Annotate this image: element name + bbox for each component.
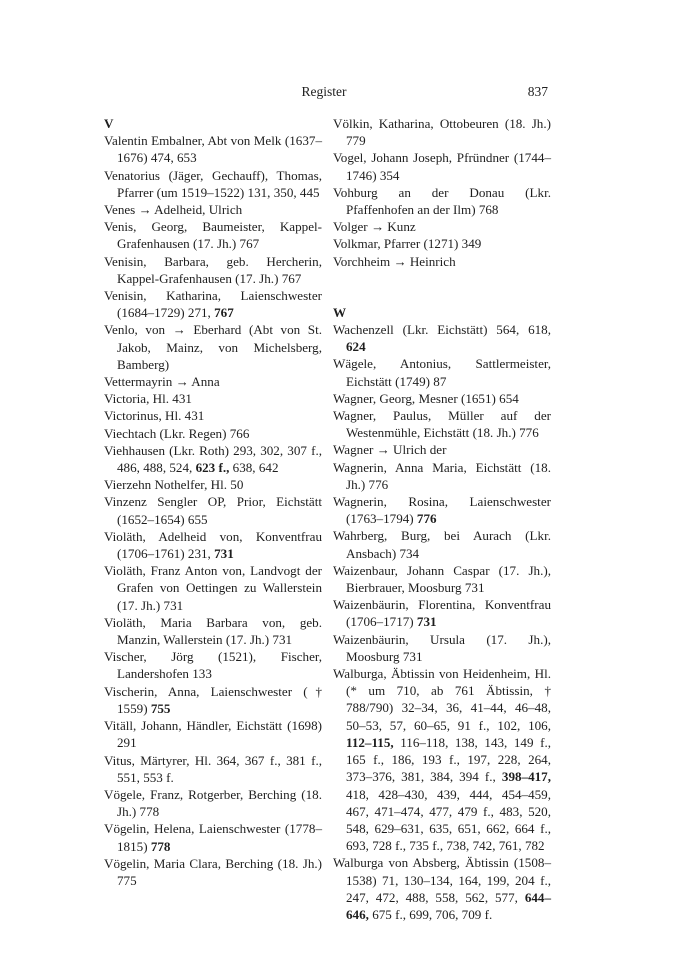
entry-text: Vischerin, Anna, Laienschwester († 1559) — [104, 683, 322, 716]
index-entry — [104, 476, 322, 493]
entry-text: Vorchheim → Heinrich — [333, 253, 456, 269]
entry-text: Vögelin, Helena, Laienschwester (1778–1815) — [104, 821, 322, 854]
section-gap — [333, 270, 551, 304]
section-letter-w: W — [333, 304, 347, 320]
entry-text: Venatorius (Jäger, Gechauff), Thomas, Pfarrer (um 1519–1522) 131, 350, 445 — [104, 167, 322, 200]
bold-page-ref: 623 f., — [195, 460, 230, 476]
entry-text: Waizenbäurin, Florentina, Konventfrau (1706–1717) — [333, 597, 551, 630]
bold-page-ref: 644–646, — [346, 889, 551, 922]
bold-page-ref: 776 — [416, 511, 437, 527]
entry-text: Wagner → Ulrich der — [333, 442, 447, 458]
index-entry — [104, 390, 322, 407]
page-number: 837 — [527, 84, 548, 99]
entry-text: Venes → Adelheid, Ulrich — [104, 202, 243, 217]
index-entry — [333, 493, 551, 527]
entry-text: Walburga von Absberg, Äbtissin (1508–1538) 71, 130–134, 164, 199, 204 f., 247, 472, 488, 558, 562, 577, — [333, 855, 551, 905]
index-entry — [333, 235, 551, 252]
index-entry — [104, 218, 322, 252]
index-entry — [333, 253, 551, 270]
entry-text: Vitus, Märtyrer, Hl. 364, 367 f., 381 f., 551, 553 f. — [104, 752, 322, 785]
entry-text: Vohburg an der Donau (Lkr. Pfaffenhofen an der Ilm) 768 — [333, 184, 551, 218]
index-entry — [333, 355, 551, 389]
entry-text: Wagnerin, Rosina, Laienschwester (1763–1794) — [333, 494, 551, 527]
entry-text: Valentin Embalner, Abt von Melk (1637–1676) 474, 653 — [104, 133, 322, 166]
bold-page-ref: 767 — [214, 305, 234, 321]
entry-text: 116–118, 138, 143, 149 f., 165 f., 186, 193 f., 197, 228, 264, 373–376, 381, 384, 394 f., — [346, 734, 551, 785]
index-entry — [104, 683, 322, 717]
entry-text: Walburga, Äbtissin von Heidenheim, Hl. (* um 710, ab 761 Äbtissin, † 788/790) 32–34, 36, 41–44, 46–48, 50–53, 57, 60–65, 91 f., 102, 106, — [333, 666, 551, 733]
index-entry — [104, 648, 322, 682]
bold-page-ref: 731 — [214, 546, 234, 562]
index-entry — [104, 253, 322, 287]
index-entry — [104, 167, 322, 201]
entry-text: Violäth, Franz Anton von, Landvogt der Grafen von Oettingen zu Wallerstein (17. Jh.) 731 — [104, 563, 322, 613]
index-entry — [333, 115, 551, 149]
entry-text: Venisin, Katharina, Laienschwester (1684–1729) 271, — [104, 288, 322, 321]
index-entry — [333, 527, 551, 561]
index-entry — [333, 854, 551, 923]
entry-text: Viehhausen (Lkr. Roth) 293, 302, 307 f., 486, 488, 524, — [104, 442, 322, 476]
index-entry — [104, 493, 322, 527]
bold-page-ref: 731 — [416, 614, 437, 630]
index-entry — [333, 184, 551, 218]
entry-text: Vogel, Johann Joseph, Pfründner (1744–1746) 354 — [333, 150, 551, 183]
right-column — [333, 115, 551, 923]
bold-page-ref: 755 — [150, 700, 171, 716]
section-letter-v: V — [104, 116, 114, 131]
index-entry — [104, 425, 322, 442]
index-entry — [104, 528, 322, 562]
entry-text: Vitäll, Johann, Händler, Eichstätt (1698) 291 — [104, 718, 322, 751]
entry-text: Violäth, Adelheid von, Konventfrau (1706–1761) 231, — [104, 528, 322, 562]
index-entry — [333, 562, 551, 596]
entry-text: Venis, Georg, Baumeister, Kappel-Grafenhausen (17. Jh.) 767 — [104, 219, 322, 252]
entry-text: Völkin, Katharina, Ottobeuren (18. Jh.) 779 — [333, 116, 551, 149]
index-entry — [104, 614, 322, 648]
index-entry — [104, 373, 322, 390]
entry-text: Venlo, von → Eberhard (Abt von St. Jakob, Mainz, von Michelsberg, Bamberg) — [104, 322, 322, 372]
entry-text: Waizenbäurin, Ursula (17. Jh.), Moosburg 731 — [333, 631, 551, 664]
entry-text: Victoria, Hl. 431 — [104, 391, 192, 407]
index-entry — [333, 390, 551, 407]
entry-text: Wahrberg, Burg, bei Aurach (Lkr. Ansbach) 734 — [333, 528, 551, 561]
entry-list-v — [104, 132, 322, 889]
entry-text: Wagnerin, Anna Maria, Eichstätt (18. Jh.) 776 — [333, 459, 551, 492]
index-entry — [333, 407, 551, 441]
running-head — [0, 84, 700, 104]
entry-text: Wachenzell (Lkr. Eichstätt) 564, 618, — [333, 322, 551, 338]
entry-text: Vischer, Jörg (1521), Fischer, Landershofen 133 — [104, 649, 322, 682]
entry-text: Vögele, Franz, Rotgerber, Berching (18. Jh.) 778 — [104, 786, 322, 820]
entry-text: 638, 642 — [229, 460, 279, 476]
entry-text: Waizenbaur, Johann Caspar (17. Jh.), Bierbrauer, Moosburg 731 — [333, 562, 551, 596]
entry-list-v-continued — [333, 115, 551, 270]
bold-page-ref: 398–417, — [501, 769, 551, 785]
index-entry — [333, 631, 551, 665]
index-entry — [333, 596, 551, 630]
index-entry — [333, 149, 551, 183]
entry-text: Vettermayrin → Anna — [104, 374, 220, 390]
index-entry — [333, 441, 551, 458]
index-entry — [104, 132, 322, 166]
bold-page-ref: 624 — [346, 339, 366, 355]
index-entry — [333, 218, 551, 235]
index-entry — [104, 442, 322, 476]
running-title: Register — [301, 84, 347, 99]
entry-list-w — [333, 321, 551, 923]
entry-text: Vögelin, Maria Clara, Berching (18. Jh.) 775 — [104, 855, 322, 888]
entry-text: Wagner, Paulus, Müller auf der Westenmühle, Eichstätt (18. Jh.) 776 — [333, 408, 551, 441]
index-entry — [104, 287, 322, 321]
entry-text: 418, 428–430, 439, 444, 454–459, 467, 471–474, 477, 479 f., 483, 520, 548, 629–631, 635, 651, 662, 664 f., 693, 728 f., 735 f., 738, 742, 761, 782 — [346, 786, 551, 854]
index-entry — [104, 752, 322, 786]
index-entry — [104, 201, 322, 218]
entry-text: Wägele, Antonius, Sattlermeister, Eichstätt (1749) 87 — [333, 356, 551, 389]
bold-page-ref: 778 — [150, 838, 171, 854]
entry-text: 675 f., 699, 706, 709 f. — [368, 906, 493, 922]
entry-text: Victorinus, Hl. 431 — [104, 408, 205, 424]
index-entry — [104, 562, 322, 614]
bold-page-ref: 112–115, — [346, 734, 394, 750]
entry-text: Volger → Kunz — [333, 219, 416, 235]
entry-text: Viechtach (Lkr. Regen) 766 — [104, 425, 250, 441]
entry-text: Vinzenz Sengler OP, Prior, Eichstätt (1652–1654) 655 — [104, 494, 322, 527]
left-column — [104, 115, 322, 889]
entry-text: Venisin, Barbara, geb. Hercherin, Kappel-Grafenhausen (17. Jh.) 767 — [104, 253, 322, 286]
index-entry — [104, 407, 322, 424]
index-entry — [104, 321, 322, 373]
index-entry — [104, 820, 322, 854]
entry-text: Vierzehn Nothelfer, Hl. 50 — [104, 477, 244, 493]
index-entry — [333, 665, 551, 854]
index-entry — [333, 321, 551, 355]
index-entry — [104, 786, 322, 820]
index-entry — [333, 459, 551, 493]
entry-text: Volkmar, Pfarrer (1271) 349 — [333, 236, 482, 252]
index-entry — [104, 717, 322, 751]
entry-text: Wagner, Georg, Mesner (1651) 654 — [333, 390, 519, 406]
index-entry — [104, 855, 322, 889]
entry-text: Violäth, Maria Barbara von, geb. Manzin, Wallerstein (17. Jh.) 731 — [104, 614, 322, 648]
